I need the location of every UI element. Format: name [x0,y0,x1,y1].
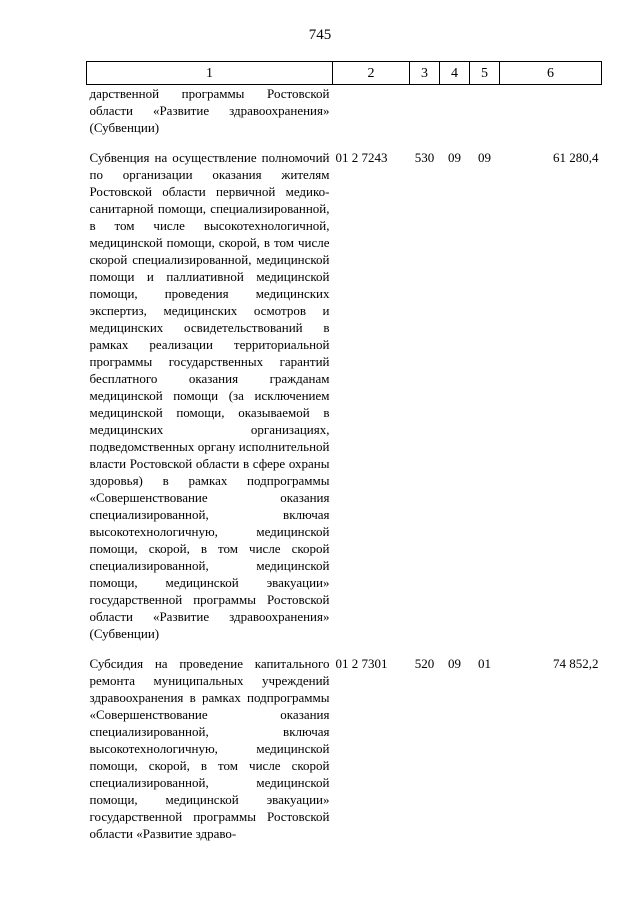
row-expense-type [410,85,440,137]
row-target-code [333,85,410,137]
row-amount: 61 280,4 [553,150,599,165]
row-description: Субсидия на проведение капитального ремонта муниципальных учреждений здравоохранения в рамках подпрограммы «Совершенствование оказания специализированной, включая высокотехнологичную, медицинской помощи, скорой, в том числе скорой специализированной, медицинской помощи, медицинской эвакуации» государственной программы Ростовской области «Развитие здраво- [89,656,330,841]
row-subsection [470,85,500,137]
row-section: 09 [448,150,461,165]
row-section [440,85,470,137]
row-spacer [87,136,602,149]
row-section: 09 [448,656,461,671]
row-amount [500,85,602,137]
budget-table [86,61,602,842]
column-header-4: 4 [440,62,470,85]
row-target-code: 01 2 7243 [335,150,388,165]
column-header-5: 5 [470,62,500,85]
row-spacer [87,642,602,655]
column-header-6: 6 [500,62,602,85]
table-row [87,149,602,642]
column-header-1: 1 [87,62,333,85]
page-number: 745 [308,27,332,43]
column-header-2: 2 [333,62,410,85]
column-header-3: 3 [410,62,440,85]
row-description: Субвенция на осуществление полномочий по организации оказания жителям Ростовской области первичной медико-санитарной помощи, специализированной, в том числе высокотехнологичной, медицинской помощи, скорой, в том числе скорой специализированной, медицинской помощи и паллиативной медицинской помощи, проведения медицинских экспертиз, медицинских осмотров и медицинских освидетельствований в рамках реализации территориальной программы государственных гарантий бесплатного оказания гражданам медицинской помощи (за исключением медицинской помощи, оказываемой в медицинских организациях, подведомственных органу исполнительной власти Ростовской области в сфере охраны здоровья) в рамках подпрограммы «Совершенствование оказания специализированной, включая высокотехнологичную, медицинской помощи, скорой, в том числе скорой специализированной, медицинской помощи, медицинской эвакуации» государственной программы Ростовской области «Развитие здравоохранения» (Субвенции) [89,150,330,641]
row-target-code: 01 2 7301 [335,656,388,671]
row-expense-type: 530 [414,150,435,165]
row-description: дарственной программы Ростовской области «Развитие здравоохранения» (Субвенции) [89,86,330,135]
row-subsection: 01 [478,656,491,671]
table-row [87,655,602,842]
table-row [87,85,602,137]
row-amount: 74 852,2 [553,656,599,671]
row-expense-type: 520 [414,656,435,671]
table-header-row [87,62,602,85]
row-subsection: 09 [478,150,491,165]
